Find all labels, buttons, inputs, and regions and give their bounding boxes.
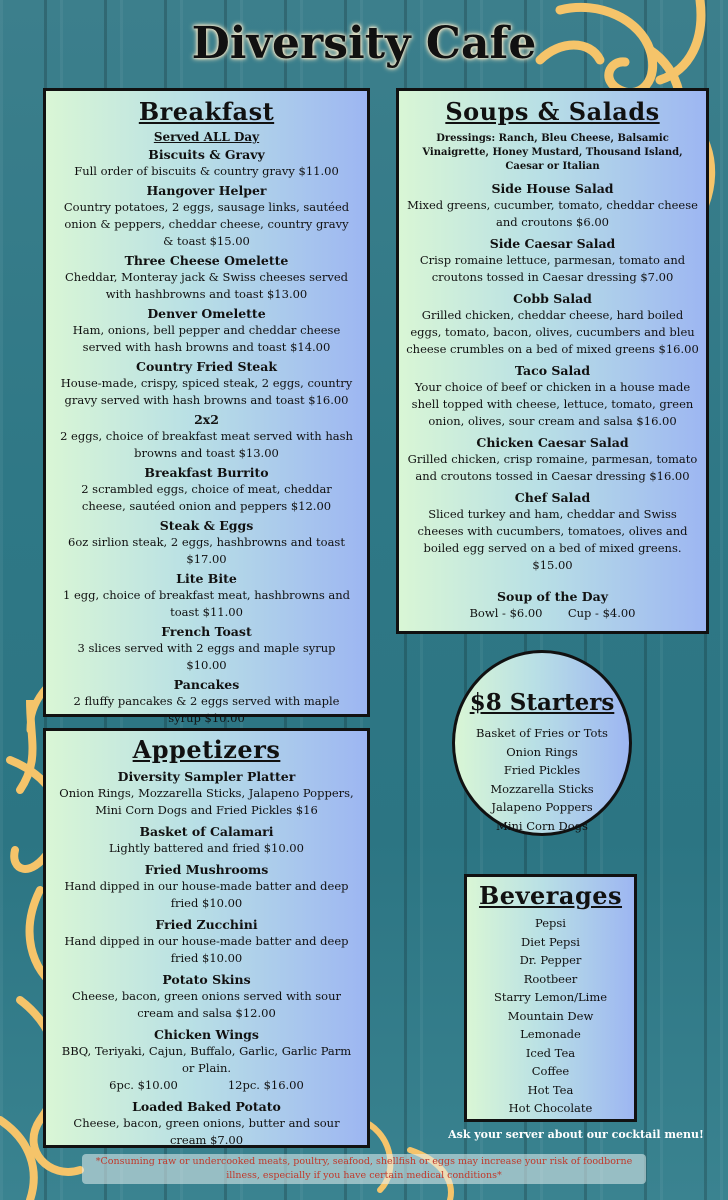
wings-12pc-price: 12pc. $16.00 [227,1078,304,1092]
menu-item-description: Cheese, bacon, green onions, butter and sour cream $7.00 [73,1116,340,1147]
menu-item-name: Basket of Calamari [139,824,274,839]
wings-prices [54,1077,359,1094]
menu-item [58,252,355,303]
menu-item-description: Onion Rings, Mozzarella Sticks, Jalapeno Poppers, Mini Corn Dogs and Fried Pickles $16 [59,786,354,817]
menu-item-name: Side House Salad [491,181,614,196]
starter-item: Fried Pickles [503,763,581,777]
menu-item [58,464,355,515]
menu-item [58,411,355,462]
menu-item-description: Your choice of beef or chicken in a house made shell topped with cheese, lettuce, tomato, green onion, olives, sour cream and salsa $16.00 [411,380,694,428]
menu-item-description: House-made, crispy, spiced steak, 2 eggs, country gravy served with hash browns and toast $16.00 [60,376,353,407]
menu-item-name: Three Cheese Omelette [124,253,289,268]
dressings-text: Dressings: Ranch, Bleu Cheese, Balsamic Vinaigrette, Honey Mustard, Thousand Island, Caesar or Italian [422,133,683,172]
menu-item-description: 2 fluffy pancakes & 2 eggs served with maple syrup $10.00 [73,694,340,725]
starter-item: Mini Corn Dogs [496,818,588,833]
soup-prices [405,605,700,622]
menu-item-name: Steak & Eggs [159,518,254,533]
page-title: Diversity Cafe [191,18,537,69]
menu-item-name: French Toast [161,624,252,639]
menu-item-description: 6oz sirlion steak, 2 eggs, hashbrowns and toast $17.00 [68,535,345,566]
foodborne-warning: *Consuming raw or undercooked meats, poultry, seafood, shellfish or eggs may increase your risk of foodborne illness, especially if you have certain medical conditions* [82,1154,646,1184]
menu-item [405,434,700,485]
beverage-item: Diet Pepsi [521,934,580,949]
appetizers-panel [43,728,370,1148]
menu-item [54,861,359,912]
menu-item-name: Loaded Baked Potato [132,1099,281,1114]
menu-item-name: Fried Zucchini [155,917,258,932]
starters-circle [452,650,632,836]
beverage-item: Hot Chocolate [508,1101,593,1115]
menu-item-description: Full order of biscuits & country gravy $11.00 [74,164,339,178]
menu-item-description: Country potatoes, 2 eggs, sausage links, sautéed onion & peppers, cheddar cheese, country gravy & toast $15.00 [63,200,350,248]
menu-item [58,517,355,568]
menu-item [405,235,700,286]
menu-item [54,768,359,819]
beverage-item: Pepsi [535,916,566,930]
menu-item-name: Biscuits & Gravy [148,147,265,162]
wings-6pc-price: 6pc. $10.00 [109,1078,178,1092]
breakfast-panel [43,88,370,725]
soups-salads-panel [396,88,709,634]
beverage-item: Dr. Pepper [519,953,582,967]
menu-item-name: Potato Skins [162,972,251,987]
menu-item [54,971,359,1022]
menu-item [405,489,700,574]
menu-item-name: Cobb Salad [513,291,592,306]
menu-item-description: Grilled chicken, cheddar cheese, hard boiled eggs, tomato, bacon, olives, cucumbers and bleu cheese crumbles on a bed of mixed greens $16.00 [406,308,699,356]
menu-item-description: Cheddar, Monteray jack & Swiss cheeses served with hashbrowns and toast $13.00 [64,270,348,301]
beverage-item: Iced Tea [525,1045,576,1060]
menu-item [58,305,355,356]
menu-item-description: 2 eggs, choice of breakfast meat served with hash browns and toast $13.00 [60,429,353,460]
menu-item [58,146,355,180]
menu-item-description: Mixed greens, cucumber, tomato, cheddar cheese and croutons $6.00 [407,198,698,229]
breakfast-heading: Breakfast [138,97,275,126]
menu-item-description: Ham, onions, bell pepper and cheddar cheese served with hash browns and toast $14.00 [72,323,341,354]
menu-item-name: Diversity Sampler Platter [117,769,296,784]
soup-cup-price: Cup - $4.00 [567,606,636,620]
menu-item-description: Hand dipped in our house-made batter and deep fried $10.00 [64,934,349,965]
beverage-item: Coffee [531,1064,570,1078]
menu-item-description: 3 slices served with 2 eggs and maple syrup $10.00 [77,641,336,672]
menu-item [58,358,355,409]
soup-of-the-day [405,588,700,622]
menu-item-name: 2x2 [194,412,219,427]
menu-item-name: Denver Omelette [147,306,266,321]
starters-heading: $8 Starters [469,689,615,716]
menu-item [405,180,700,231]
beverage-item: Mountain Dew [507,1008,594,1023]
beverages-panel [464,874,637,1122]
menu-item-name: Fried Mushrooms [144,862,269,877]
menu-item-description: Hand dipped in our house-made batter and deep fried $10.00 [64,879,349,910]
menu-item-name: Taco Salad [514,363,591,378]
menu-item-description: Crisp romaine lettuce, parmesan, tomato and croutons tossed in Caesar dressing $7.00 [419,253,686,284]
beverage-item: Hot Tea [527,1082,574,1097]
menu-item-name: Chicken Wings [154,1027,259,1042]
menu-item [58,182,355,250]
menu-item-name: Pancakes [173,677,240,692]
menu-item-name: Chicken Caesar Salad [476,435,629,450]
beverage-item: Rootbeer [523,971,578,986]
appetizers-heading: Appetizers [132,735,281,764]
menu-item-description: BBQ, Teriyaki, Cajun, Buffalo, Garlic, Garlic Parm or Plain. [61,1044,352,1075]
menu-item [405,290,700,358]
menu-item [54,1026,359,1094]
menu-item-name: Breakfast Burrito [144,465,269,480]
menu-item-description: Cheese, bacon, green onions served with sour cream and salsa $12.00 [71,989,342,1020]
menu-item [405,362,700,430]
starter-item: Jalapeno Poppers [491,800,593,814]
cocktail-note: Ask your server about our cocktail menu! [448,1128,704,1141]
breakfast-subtitle: Served ALL Day [153,130,260,144]
menu-item-name: Side Caesar Salad [489,236,616,251]
menu-item [54,823,359,857]
menu-item [54,1098,359,1149]
beverage-item: Lemonade [520,1027,581,1041]
starter-item: Mozzarella Sticks [490,781,594,796]
menu-item [58,570,355,621]
beverage-item: Starry Lemon/Lime [493,990,608,1004]
menu-item [54,916,359,967]
menu-item [58,676,355,727]
menu-item [58,623,355,674]
menu-item-description: Sliced turkey and ham, cheddar and Swiss cheeses with cucumbers, tomatoes, olives and boiled egg served on a bed of mixed greens. $15.00 [417,507,688,572]
soup-name: Soup of the Day [497,589,608,604]
menu-item-description: Grilled chicken, crisp romaine, parmesan, tomato and croutons tossed in Caesar dressing $16.00 [407,452,698,483]
menu-item-name: Hangover Helper [146,183,267,198]
menu-item-name: Chef Salad [514,490,591,505]
soup-bowl-price: Bowl - $6.00 [469,606,543,620]
menu-item-description: Lightly battered and fried $10.00 [109,841,304,855]
menu-item-name: Country Fried Steak [136,359,277,374]
soups-heading: Soups & Salads [445,97,660,126]
menu-item-description: 2 scrambled eggs, choice of meat, cheddar cheese, sautéed onion and peppers $12.00 [81,482,332,513]
menu-item-name: Lite Bite [176,571,237,586]
starter-item: Onion Rings [506,744,578,759]
menu-item-description: 1 egg, choice of breakfast meat, hashbrowns and toast $11.00 [62,588,351,619]
beverages-heading: Beverages [478,881,623,910]
starter-item: Basket of Fries or Tots [476,726,608,740]
